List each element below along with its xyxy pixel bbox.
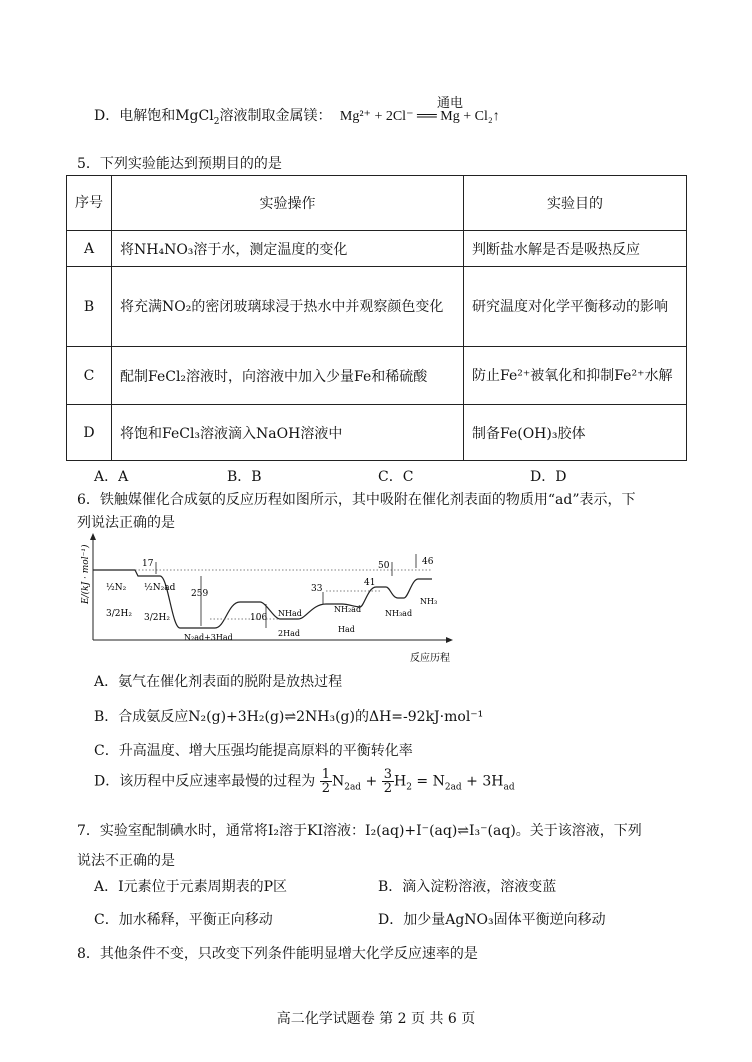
q7-option-d: D．加少量AgNO₃固体平衡逆向移动	[378, 912, 606, 928]
x-axis-label: 反应历程	[410, 653, 450, 664]
species-label: NH₂ad	[334, 605, 362, 614]
fraction-three-halves: $\frac{3}{2}$	[383, 767, 392, 796]
q7-option-c: C．加水稀释，平衡正向移动	[94, 912, 273, 928]
table-header-goal: 实验目的	[464, 176, 687, 231]
species-label: Had	[338, 625, 355, 634]
q5-choice-b: B．B	[227, 469, 262, 485]
q4-option-d: D．电解饱和MgCl$_2$溶液制取金属镁： Mg²⁺ + 2Cl⁻ ══ Mg + Cl₂↑	[94, 108, 500, 127]
q6-option-d: D．该历程中反应速率最慢的过程为 $\frac{1}{2}$ $N_{2ad}$ + $\frac{3}{2}$ $H_2 = N_{2ad} + 3H_{ad}$	[94, 767, 515, 796]
value-label: 50	[378, 561, 390, 571]
q7-option-b: B．滴入淀粉溶液，溶液变蓝	[378, 879, 557, 895]
species-label: NH₃ad	[385, 609, 413, 618]
fraction-half: $\frac{1}{2}$	[321, 767, 330, 796]
page-footer: 高二化学试题卷 第 2 页 共 6 页	[276, 1011, 476, 1027]
q5-table	[66, 175, 687, 461]
energy-diagram	[80, 532, 460, 664]
y-axis-arrow	[90, 533, 96, 540]
species-label: 3/2H₂	[106, 609, 132, 619]
value-label: 46	[422, 557, 434, 567]
q6-option-c: C．升高温度、增大压强均能提高原料的平衡转化率	[94, 743, 413, 759]
table-header-row	[67, 176, 687, 231]
value-label: 33	[311, 584, 323, 594]
q4-condition: 通电	[437, 96, 464, 111]
y-axis-label: E/(kJ · mol⁻¹)	[81, 544, 91, 604]
q5-choice-c: C．C	[378, 469, 414, 485]
q6-stem-1: 6．铁触媒催化合成氨的反应历程如图所示，其中吸附在催化剂表面的物质用“ad”表示，下	[77, 492, 636, 508]
species-label: N₂ad+3Had	[184, 633, 233, 642]
q6-option-a: A．氨气在催化剂表面的脱附是放热过程	[94, 674, 343, 690]
table-row: A 将NH₄NO₃溶于水，测定温度的变化 判断盐水解是否是吸热反应	[67, 231, 687, 267]
table-header-op: 实验操作	[112, 176, 464, 231]
value-label: 259	[191, 589, 209, 599]
table-row: B 将充满NO₂的密闭玻璃球浸于热水中并观察颜色变化 研究温度对化学平衡移动的影响	[67, 267, 687, 347]
value-label: 106	[250, 613, 268, 623]
species-label: 3/2H₂	[144, 613, 170, 623]
species-label: NHad	[278, 609, 302, 618]
q7-stem-2: 说法不正确的是	[77, 853, 175, 869]
species-label: NH₃	[420, 597, 438, 606]
value-label: 17	[142, 559, 154, 569]
q5-choice-d: D．D	[530, 469, 567, 485]
q6-stem-2: 列说法正确的是	[77, 515, 175, 531]
q7-stem-1: 7．实验室配制碘水时，通常将I₂溶于KI溶液：I₂(aq)+I⁻(aq)⇌I₃⁻(aq)。关于该溶液，下列	[77, 823, 642, 839]
table-row: C 配制FeCl₂溶液时，向溶液中加入少量Fe和稀硫酸 防止Fe²⁺被氧化和抑制Fe²⁺水解	[67, 347, 687, 405]
q7-option-a: A．I元素位于元素周期表的P区	[94, 879, 288, 895]
species-label: ½N₂ad	[144, 583, 176, 593]
x-axis-arrow	[446, 637, 453, 643]
species-label: 2Had	[278, 629, 300, 638]
table-header-id: 序号	[67, 176, 112, 231]
q8-stem: 8．其他条件不变，只改变下列条件能明显增大化学反应速率的是	[77, 946, 478, 962]
q4-equation: Mg²⁺ + 2Cl⁻ ══ Mg + Cl₂↑	[339, 109, 500, 124]
q6-option-b: B．合成氨反应N₂(g)+3H₂(g)⇌2NH₃(g)的ΔH=-92kJ·mol⁻¹	[94, 709, 484, 725]
table-row: D 将饱和FeCl₃溶液滴入NaOH溶液中 制备Fe(OH)₃胶体	[67, 405, 687, 461]
value-label: 41	[364, 578, 376, 588]
species-label: ½N₂	[106, 583, 127, 593]
q5-choice-a: A．A	[94, 469, 129, 485]
q5-stem: 5．下列实验能达到预期目的的是	[77, 156, 282, 172]
